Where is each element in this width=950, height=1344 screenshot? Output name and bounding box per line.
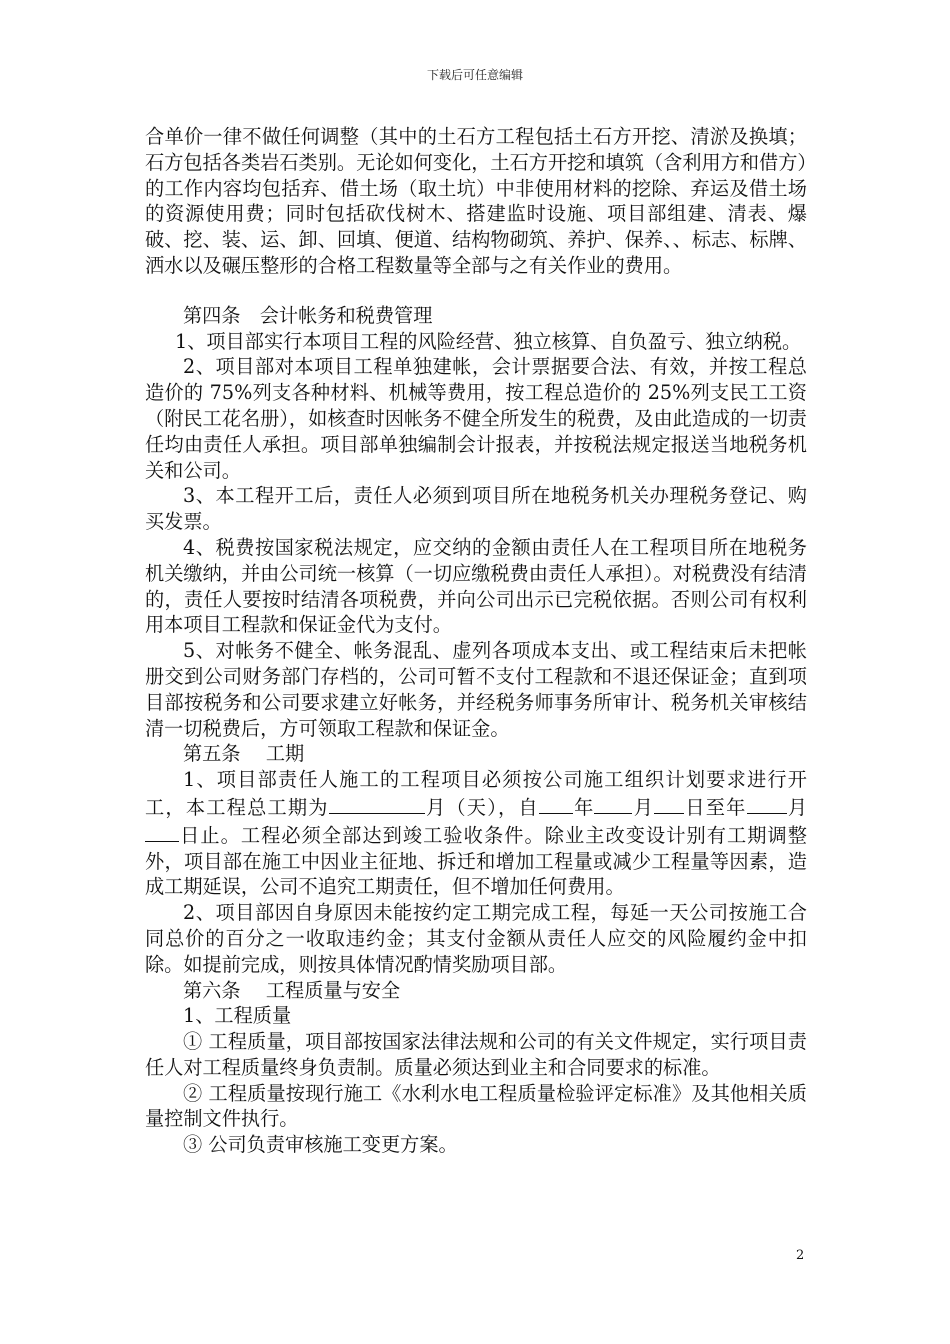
clause-text: 年 [572,795,595,819]
start-year-blank[interactable] [539,793,573,814]
paragraph-continuation: 合单价一律不做任何调整（其中的土石方工程包括土石方开挖、清淤及换填；石方包括各类岩石类别。无论如何变化，土石方开挖和填筑（含利用方和借方）的工作内容均包括弃、借土场（取土坑）中非使用材料的挖除、弃运及借土场的资源使用费；同时包括砍伐树木、搭建监时设施、项目部组建、清表、爆破、挖、装、运、卸、回填、便道、结构物砌筑、养护、保养、、标志、标牌、洒水以及碾压整形的合格工程数量等全部与之有关作业的费用。 [145,125,807,277]
total-duration-blank[interactable] [329,793,425,814]
article-4-item-4: 4、税费按国家税法规定，应交纳的金额由责任人在工程项目所在地税务机关缴纳，并由公司统一核算（一切应缴税费由责任人承担）。对税费没有结清的，责任人要按时结清各项税费，并向公司出示已完税依据。否则公司有权利用本项目工程款和保证金代为支付。 [145,535,807,637]
article-6-item-1: 1、工程质量 [183,1004,292,1028]
article-5-item-1 [145,767,807,900]
clause-text: 月 [786,795,808,819]
page-number: 2 [796,1248,805,1263]
article-4-item-3: 3、本工程开工后，责任人必须到项目所在地税务机关办理税务登记、购买发票。 [145,484,807,534]
article-4-heading: 第四条 会计帐务和税费管理 [183,303,433,327]
clause-text: 日止。工程必须全部达到竣工验收条件。除业主改变设计别有工期调整外，项目部在施工中因业主征地、拆迁和增加工程量或减少工程量等因素，造成工期延误，公司不追究工期责任，但不增加任何费用。 [145,823,807,899]
article-6-item-1-3: ③ 公司负责审核施工变更方案。 [183,1133,458,1157]
clause-text: 月 [632,795,655,819]
clause-text: 日至年 [684,795,747,819]
start-day-blank[interactable] [654,793,684,814]
end-month-blank[interactable] [145,821,179,842]
article-4-item-5: 5、对帐务不健全、帐务混乱、虚列各项成本支出、或工程结束后未把帐册交到公司财务部门存档的，公司可暂不支付工程款和不退还保证金；直到项目部按税务和公司要求建立好帐务，并经税务师事务所审计、税务机关审核结清一切税费后，方可领取工程款和保证金。 [145,639,807,740]
page-header: 下载后可任意编辑 [426,68,523,82]
clause-text: 月（天），自 [424,795,539,819]
start-month-blank[interactable] [594,793,632,814]
article-4-item-1: 1、项目部实行本项目工程的风险经营、独立核算、自负盈亏、独立纳税。 [175,329,802,353]
end-year-blank[interactable] [747,793,787,814]
paragraph-gap [145,279,807,303]
article-6-heading: 第六条 工程质量与安全 [183,978,401,1002]
article-4-item-2: 2、项目部对本项目工程单独建帐，会计票据要合法、有效，并按工程总造价的 75%列支各种材料、机械等费用，按工程总造价的 25%列支民工工资（附民工花名册），如核查时因帐务不健全所发生的税费，及由此造成的一切责任均由责任人承担。项目部单独编制会计报表，并按税法规定报送当地税务机关和公司。 [145,355,807,482]
article-5-heading: 第五条 工期 [183,742,305,766]
clause-text: 1、项目部责任人施工的工程项目必须按公司施工组织计划要求进行开工，本工程总工期为 [145,768,807,819]
article-5-item-2: 2、项目部因自身原因未能按约定工期完成工程，每延一天公司按施工合同总价的百分之一收取违约金；其支付金额从责任人应交的风险履约金中扣除。如提前完成，则按具体情况酌情奖励项目部。 [145,901,807,976]
article-6-item-1-2: ② 工程质量按现行施工《水利水电工程质量检验评定标准》及其他相关质量控制文件执行。 [145,1081,807,1131]
article-6-item-1-1: ① 工程质量，项目部按国家法律法规和公司的有关文件规定，实行项目责任人对工程质量终身负责制。质量必须达到业主和合同要求的标准。 [145,1030,807,1079]
document-body [145,124,807,1158]
